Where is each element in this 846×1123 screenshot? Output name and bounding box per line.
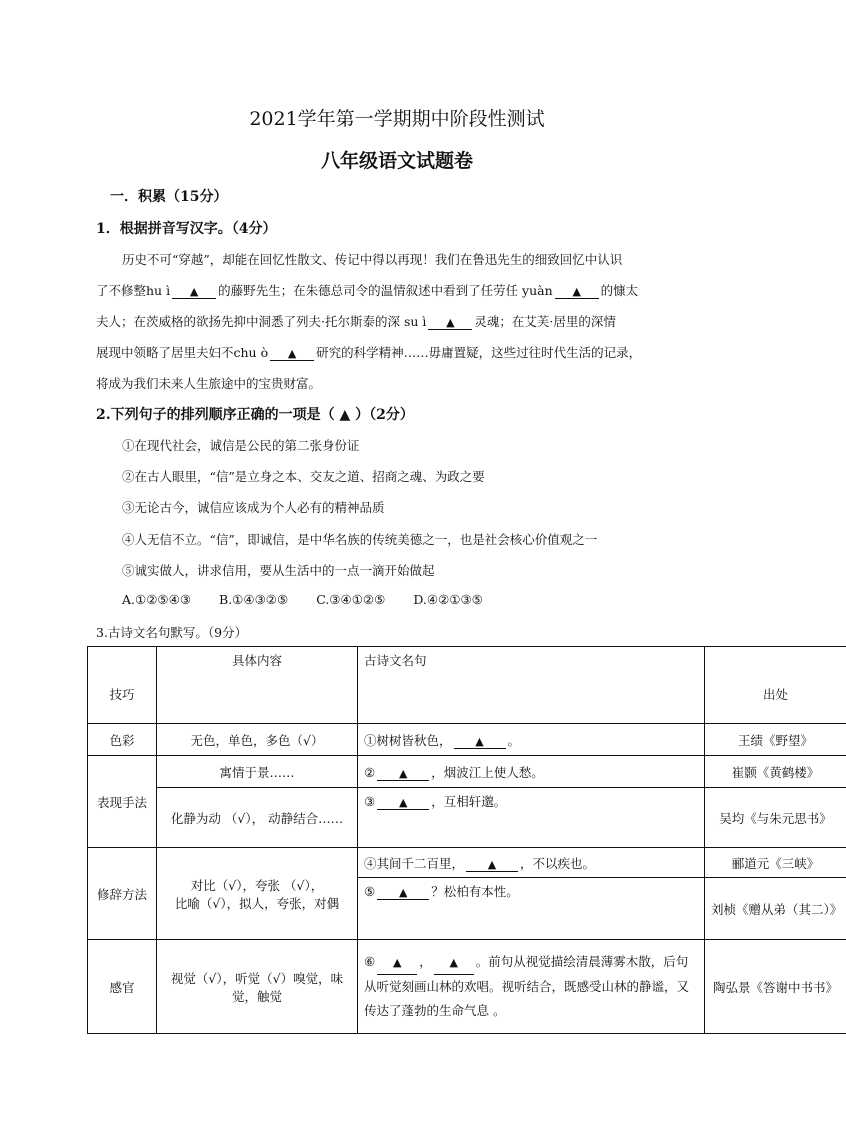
section-heading: 一．积累（15分） bbox=[110, 189, 228, 205]
q1-line-4 bbox=[96, 343, 641, 361]
q1-line-3 bbox=[96, 312, 616, 330]
answer-blank: ▲ bbox=[555, 283, 599, 299]
cell-quote: ⑤ ▲ ？松柏有本性。 bbox=[358, 878, 705, 940]
q1-line-5: 将成为我们未来人生旅途中的宝贵财富。 bbox=[96, 376, 322, 391]
header-content: 具体内容 bbox=[157, 647, 358, 724]
cell-source: 王绩《野望》 bbox=[705, 724, 846, 756]
answer-blank: ▲ bbox=[377, 765, 429, 781]
cell-source: 陶弘景《答谢中书书》 bbox=[705, 940, 846, 1034]
q2-label: 2.下列句子的排列顺序正确的一项是（ ▲ ）（2分） bbox=[96, 407, 414, 423]
q2-item: ④人无信不立。“信”，即诚信，是中华名族的传统美德之一，也是社会核心价值观之一 bbox=[122, 532, 598, 547]
option-b[interactable]: B.①④③②⑤ bbox=[219, 592, 289, 607]
cell-quote: ①树树皆秋色， ▲ 。 bbox=[358, 724, 705, 756]
answer-blank: ▲ bbox=[454, 733, 506, 749]
option-a[interactable]: A.①②⑤④③ bbox=[122, 592, 192, 607]
q1-label: 1．根据拼音写汉字。（4分） bbox=[96, 221, 277, 237]
cell-content: 视觉（√），听觉（√）嗅觉，味觉，触觉 bbox=[157, 940, 358, 1034]
cell-technique: 感官 bbox=[88, 940, 157, 1034]
q2-item: ⑤诚实做人，讲求信用，要从生活中的一点一滴开始做起 bbox=[122, 563, 435, 578]
table-row bbox=[88, 848, 846, 878]
answer-blank: ▲ bbox=[434, 950, 474, 975]
cell-content: 对比（√），夸张 （√）， 比喻（√），拟人，夸张，对偶 bbox=[157, 848, 358, 940]
table-row bbox=[88, 788, 846, 848]
q1-line-2 bbox=[96, 281, 638, 299]
answer-blank: ▲ bbox=[428, 314, 472, 330]
cell-source: 吴均《与朱元思书》 bbox=[705, 788, 846, 848]
header-technique: 技巧 bbox=[88, 647, 157, 724]
table-row bbox=[88, 724, 846, 756]
answer-blank: ▲ bbox=[466, 856, 518, 872]
cell-technique: 修辞方法 bbox=[88, 848, 157, 940]
answer-blank: ▲ bbox=[377, 794, 429, 810]
cell-quote: ⑥ ▲ ， ▲ 。前句从视觉描绘清晨薄雾木散，后句从听觉刻画山林的欢唱。视听结合，既感受山林的静谧，又传达了蓬勃的生命气息 。 bbox=[358, 940, 705, 1034]
cell-quote: ② ▲ ，烟波江上使人愁。 bbox=[358, 756, 705, 788]
q1-line-1: 历史不可“穿越”，却能在回忆性散文、传记中得以再现！我们在鲁迅先生的细致回忆中认识 bbox=[122, 252, 623, 267]
option-d[interactable]: D.④②①③⑤ bbox=[413, 592, 483, 607]
exam-title: 2021学年第一学期期中阶段性测试 bbox=[249, 108, 545, 130]
cell-source: 刘桢《赠从弟（其二）》 bbox=[705, 878, 846, 940]
header-quote: 古诗文名句 bbox=[358, 647, 705, 724]
answer-blank: ▲ bbox=[377, 950, 417, 975]
answer-blank: ▲ bbox=[377, 884, 429, 900]
q2-item: ③无论古今，诚信应该成为个人必有的精神品质 bbox=[122, 500, 385, 515]
q1-text: 研究的科学精神……毋庸置疑，这些过往时代生活的记录， bbox=[316, 345, 642, 360]
q1-text: 的藤野先生；在朱德总司令的温情叙述中看到了任劳任 yuàn bbox=[218, 283, 553, 298]
q3-label: 3.古诗文名句默写。（9分） bbox=[96, 625, 248, 640]
poem-table bbox=[87, 646, 846, 1034]
cell-content: 化静为动 （√）， 动静结合…… bbox=[157, 788, 358, 848]
cell-source: 郦道元《三峡》 bbox=[705, 848, 846, 878]
cell-quote: ④其间千二百里， ▲ ，不以疾也。 bbox=[358, 848, 705, 878]
cell-technique: 色彩 bbox=[88, 724, 157, 756]
answer-blank: ▲ bbox=[172, 283, 216, 299]
cell-quote: ③ ▲ ，互相轩邈。 bbox=[358, 788, 705, 848]
option-c[interactable]: C.③④①②⑤ bbox=[316, 592, 386, 607]
table-row bbox=[88, 940, 846, 1034]
q1-text: 展现中领略了居里夫妇不chu ò bbox=[96, 345, 269, 360]
cell-technique: 表现手法 bbox=[88, 756, 157, 848]
cell-source: 崔颢《黄鹤楼》 bbox=[705, 756, 846, 788]
q1-text: 了不修整hu ì bbox=[96, 283, 171, 298]
table-header-row bbox=[88, 647, 846, 724]
q2-options bbox=[122, 592, 507, 607]
q2-item: ②在古人眼里，“信”是立身之本、交友之道、招商之魂、为政之要 bbox=[122, 469, 485, 484]
q1-text: 夫人；在茨威格的欲扬先抑中洞悉了列夫·托尔斯泰的深 su ì bbox=[96, 314, 427, 329]
cell-content: 寓情于景…… bbox=[157, 756, 358, 788]
exam-subtitle: 八年级语文试题卷 bbox=[320, 150, 473, 172]
q1-text: 的慷太 bbox=[600, 283, 639, 298]
q2-item: ①在现代社会，诚信是公民的第二张身份证 bbox=[122, 438, 360, 453]
cell-content: 无色，单色，多色（√） bbox=[157, 724, 358, 756]
table-row bbox=[88, 756, 846, 788]
q1-text: 灵魂；在艾芙·居里的深情 bbox=[474, 314, 616, 329]
header-source: 出处 bbox=[705, 647, 846, 724]
answer-blank: ▲ bbox=[270, 345, 314, 361]
